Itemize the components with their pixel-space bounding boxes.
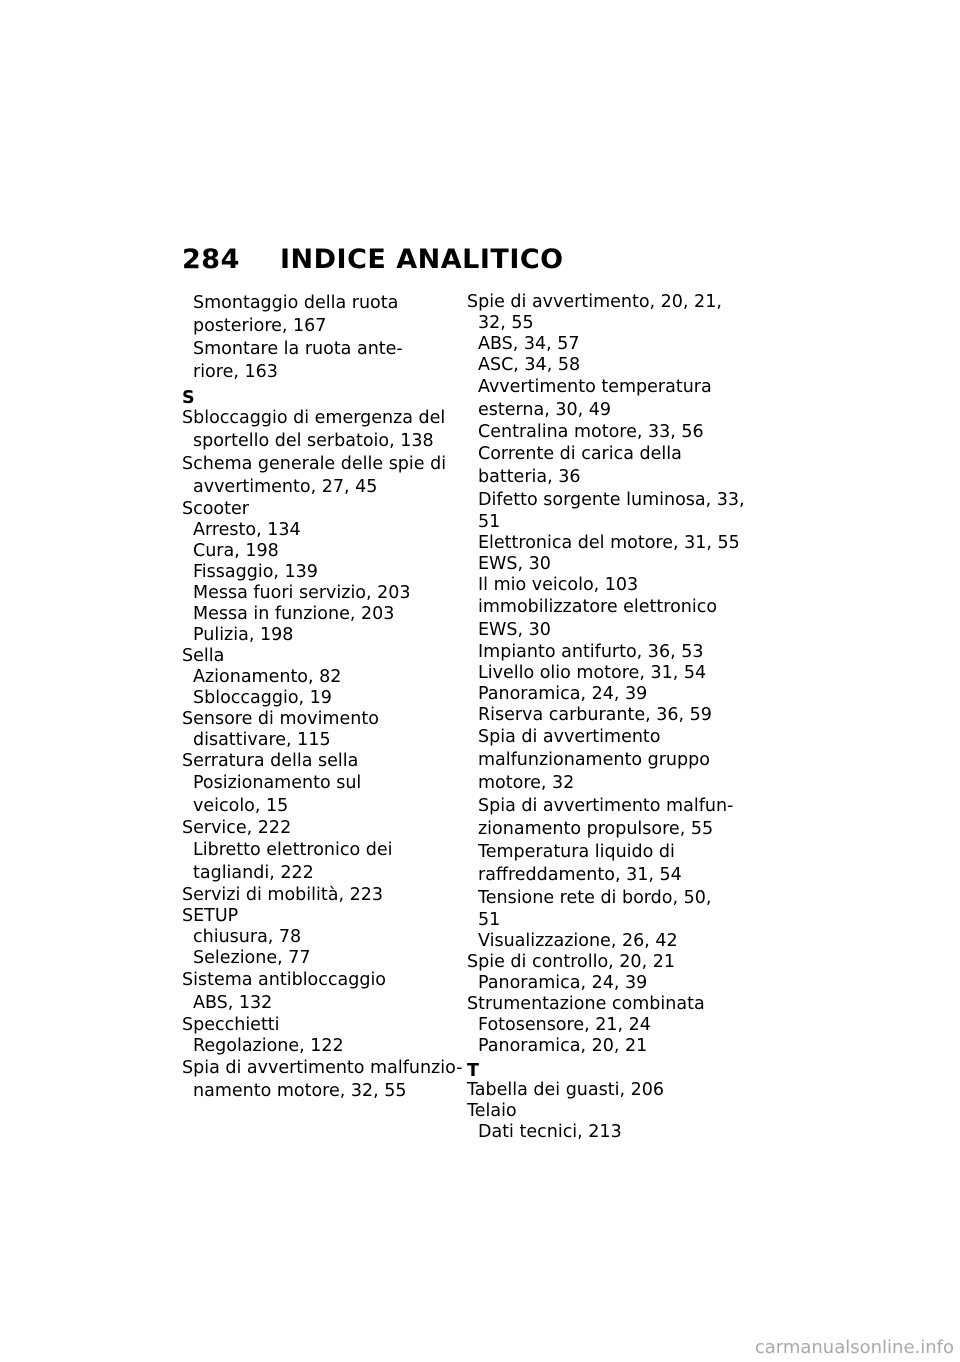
index-subentry-continuation: zionamento propulsore, 55: [478, 819, 714, 839]
index-subentry-continuation: tagliandi, 222: [193, 863, 314, 883]
index-subentry: EWS, 30: [478, 554, 551, 574]
index-subentry: Sbloccaggio, 19: [193, 688, 332, 708]
index-column-left: [182, 292, 463, 1103]
index-subentry: immobilizzatore elettronico: [478, 597, 718, 617]
watermark: carmanualsonline.info: [754, 1337, 954, 1358]
index-subentry: Corrente di carica della: [478, 444, 682, 464]
index-subentry: Libretto elettronico dei: [193, 840, 393, 860]
index-subentry: Spia di avvertimento malfun-: [478, 796, 734, 816]
index-subentry: Dati tecnici, 213: [478, 1122, 622, 1142]
index-subentry: ASC, 34, 58: [478, 355, 581, 375]
index-entry: Telaio: [467, 1101, 517, 1121]
index-subentry: ABS, 34, 57: [478, 334, 580, 354]
index-letter-heading: T: [467, 1061, 479, 1081]
index-subentry: Il mio veicolo, 103: [478, 575, 639, 595]
index-entry: Service, 222: [182, 818, 292, 838]
index-subentry: Selezione, 77: [193, 948, 311, 968]
page-number: 284: [182, 244, 240, 275]
index-subentry-continuation: batteria, 36: [478, 467, 581, 487]
index-subentry: Pulizia, 198: [193, 625, 294, 645]
index-subentry: Visualizzazione, 26, 42: [478, 931, 678, 951]
index-subentry: Elettronica del motore, 31, 55: [478, 533, 740, 553]
index-subentry: chiusura, 78: [193, 927, 302, 947]
index-entry: Spie di controllo, 20, 21: [467, 952, 675, 972]
index-subentry: Cura, 198: [193, 541, 279, 561]
index-letter-heading: S: [182, 388, 195, 408]
index-subentry: Impianto antifurto, 36, 53: [478, 642, 704, 662]
index-subentry-continuation: raffreddamento, 31, 54: [478, 865, 682, 885]
index-subentry-continuation: motore, 32: [478, 773, 575, 793]
index-subentry: Arresto, 134: [193, 520, 301, 540]
index-entry: Serratura della sella: [182, 751, 359, 771]
index-column-right: [467, 292, 757, 1143]
index-subentry: Fotosensore, 21, 24: [478, 1015, 651, 1035]
index-subentry: Fissaggio, 139: [193, 562, 318, 582]
index-subentry: disattivare, 115: [193, 730, 331, 750]
index-subentry-continuation: posteriore, 167: [193, 316, 327, 336]
index-entry: Servizi di mobilità, 223: [182, 885, 383, 905]
index-entry-continuation: avvertimento, 27, 45: [193, 477, 378, 497]
index-entry: Spie di avvertimento, 20, 21,: [467, 292, 722, 312]
index-entry: Strumentazione combinata: [467, 994, 705, 1014]
index-entry: Scooter: [182, 499, 249, 519]
index-entry-continuation: namento motore, 32, 55: [193, 1081, 407, 1101]
index-subentry-continuation: 51: [478, 512, 501, 532]
index-subentry: Spia di avvertimento: [478, 727, 661, 747]
index-subentry: Tensione rete di bordo, 50,: [478, 888, 712, 908]
index-subentry-continuation: esterna, 30, 49: [478, 400, 612, 420]
index-entry: Tabella dei guasti, 206: [467, 1080, 664, 1100]
index-entry: SETUP: [182, 906, 239, 926]
index-entry-continuation: sportello del serbatoio, 138: [193, 431, 434, 451]
index-subentry-continuation: 51: [478, 910, 501, 930]
index-subentry: Difetto sorgente luminosa, 33,: [478, 490, 745, 510]
page-title: INDICE ANALITICO: [280, 244, 564, 275]
index-subentry-continuation: malfunzionamento gruppo: [478, 750, 710, 770]
index-subentry: Smontaggio della ruota: [193, 293, 399, 313]
index-subentry: Panoramica, 20, 21: [478, 1036, 648, 1056]
index-subentry-continuation: veicolo, 15: [193, 796, 289, 816]
index-entry: Specchietti: [182, 1015, 280, 1035]
index-subentry: Avvertimento temperatura: [478, 377, 712, 397]
index-subentry: Centralina motore, 33, 56: [478, 422, 704, 442]
index-subentry-continuation: EWS, 30: [478, 620, 551, 640]
page-header: [182, 244, 564, 275]
index-subentry: Panoramica, 24, 39: [478, 684, 648, 704]
index-subentry: Livello olio motore, 31, 54: [478, 663, 707, 683]
index-entry: Sistema antibloccaggio: [182, 970, 387, 990]
index-subentry: Messa in funzione, 203: [193, 604, 395, 624]
index-entry-continuation: 32, 55: [478, 313, 534, 333]
index-subentry: Riserva carburante, 36, 59: [478, 705, 712, 725]
index-subentry: Messa fuori servizio, 203: [193, 583, 411, 603]
index-entry: Sella: [182, 646, 225, 666]
index-subentry: Temperatura liquido di: [478, 842, 675, 862]
index-entry: Spia di avvertimento malfunzio-: [182, 1058, 463, 1078]
index-subentry: Panoramica, 24, 39: [478, 973, 648, 993]
index-subentry: Smontare la ruota ante-: [193, 339, 403, 359]
index-subentry-continuation: riore, 163: [193, 362, 278, 382]
index-subentry: Azionamento, 82: [193, 667, 342, 687]
index-entry: Sensore di movimento: [182, 709, 379, 729]
index-entry: Sbloccaggio di emergenza del: [182, 408, 446, 428]
index-entry-continuation: ABS, 132: [193, 993, 273, 1013]
index-entry: Schema generale delle spie di: [182, 454, 447, 474]
index-subentry: Posizionamento sul: [193, 773, 362, 793]
index-subentry: Regolazione, 122: [193, 1036, 344, 1056]
